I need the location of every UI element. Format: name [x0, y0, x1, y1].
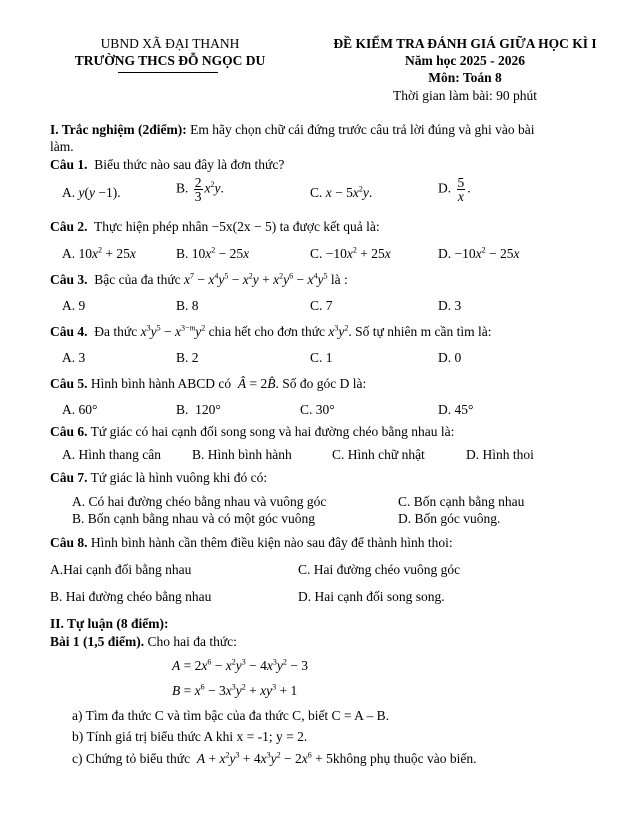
q3-option-d: D. 3	[438, 298, 462, 313]
option-letter: D.	[438, 180, 452, 196]
bai1-label: Bài 1 (1,5 điểm).	[50, 634, 145, 649]
question-1	[50, 157, 284, 173]
part2-heading: II. Tự luận (8 điểm):	[50, 616, 169, 631]
duration: Thời gian làm bài: 90 phút	[393, 88, 537, 103]
q1-option-d: D. $\frac{5}{x}$ .	[438, 175, 471, 204]
q7-option-a: A. Có hai đường chéo bằng nhau và vuông góc	[72, 494, 327, 509]
question-text: Tứ giác có hai cạnh đối song song và hai đường chéo bằng nhau là:	[90, 424, 455, 439]
part1-instruction: Em hãy chọn chữ cái đứng trước câu trả lời đúng và ghi vào bài	[186, 122, 535, 137]
bai1-part-c: c) Chứng tỏ biểu thức $A + x^2y^3 + 4x^3y^2 - 2x^6$ + 5không phụ thuộc vào biến.	[72, 750, 477, 766]
q2-option-d: D. $-10x^2 - 25x$	[438, 245, 520, 261]
option-letter: D.	[438, 402, 452, 417]
part-c-text: c) Chứng tỏ biểu thức	[72, 751, 191, 766]
question-text: Hình bình hành cần thêm điều kiện nào sau đây để thành hình thoi:	[90, 535, 453, 550]
q8-option-d: D. Hai cạnh đối song song.	[298, 589, 445, 604]
question-text: Biểu thức nào sau đây là đơn thức?	[94, 157, 285, 172]
q1-option-b: B. $\frac{2}{3}$ $x^2y$.	[176, 175, 224, 204]
option-letter: B.	[176, 402, 189, 417]
polynomial-b: $B = x^6 - 3x^3y^2 + xy^3 + 1$	[172, 682, 298, 698]
option-letter: A.	[62, 246, 76, 261]
exam-title: ĐỀ KIỂM TRA ĐÁNH GIÁ GIỮA HỌC KÌ I	[333, 36, 597, 51]
q6-option-d: D. Hình thoi	[466, 447, 534, 462]
question-label: Câu 4.	[50, 324, 88, 339]
q3-option-b: B. 8	[176, 298, 199, 313]
fraction-5-x: $\frac{5}{x}$	[457, 175, 465, 204]
subject: Môn: Toán 8	[428, 70, 502, 85]
question-label: Câu 2.	[50, 219, 88, 234]
question-label: Câu 7.	[50, 470, 88, 485]
question-2	[50, 219, 380, 235]
option-value: 60°	[78, 402, 98, 417]
q3-option-c: C. 7	[310, 298, 333, 313]
header-divider	[118, 72, 218, 73]
q5-option-d	[438, 402, 473, 418]
question-text: Đa thức	[94, 324, 138, 339]
bai1-part-b: b) Tính giá trị biểu thức A khi x = -1; y = 2.	[72, 729, 308, 744]
q5-option-c	[300, 402, 335, 418]
q2-option-b: B. $10x^2 - 25x$	[176, 245, 250, 261]
q4-option-c: C. 1	[310, 350, 333, 365]
question-text-end: . Số đo góc D là:	[275, 376, 367, 391]
part1-heading: I. Trắc nghiệm (2điểm):	[50, 122, 187, 137]
q6-option-c: C. Hình chữ nhật	[332, 447, 425, 462]
question-6	[50, 424, 454, 440]
question-7	[50, 470, 267, 486]
q2-option-a: A. $10x^2 + 25x$	[62, 245, 136, 261]
q7-option-b: B. Bốn cạnh bằng nhau và có một góc vuông	[72, 511, 315, 526]
bai1-intro	[50, 634, 237, 650]
q8-option-c: C. Hai đường chéo vuông góc	[298, 562, 461, 577]
option-letter: B.	[176, 246, 189, 261]
part-c-text-end: không phụ thuộc vào biến.	[332, 751, 477, 766]
question-label: Câu 1.	[50, 157, 88, 172]
q2-option-c: C. $-10x^2 + 25x$	[310, 245, 391, 261]
q8-option-b: B. Hai đường chéo bằng nhau	[50, 589, 212, 604]
option-letter: D.	[438, 246, 452, 261]
q7-option-d: D. Bốn góc vuông.	[398, 511, 501, 526]
option-value: 120°	[195, 402, 221, 417]
question-text: Thực hiện phép nhân −5x(2x − 5) ta được kết quả là:	[94, 219, 380, 234]
q8-option-a: A.Hai cạnh đối bằng nhau	[50, 562, 192, 577]
part1-instruction-line1	[50, 122, 535, 138]
question-4: Câu 4. Đa thức $x^3y^5 - x^{3-m}y^2$ chia hết cho đơn thức $x^3y^2$. Số tự nhiên m cần tìm là:	[50, 323, 492, 339]
school-name: TRƯỜNG THCS ĐỖ NGỌC DU	[74, 53, 266, 68]
option-letter: A.	[62, 185, 76, 200]
option-letter: C.	[310, 246, 323, 261]
q5-option-b	[176, 402, 221, 418]
question-5: Câu 5. Hình bình hành ABCD có Â = 2B̂. Số đo góc D là:	[50, 376, 367, 391]
q4-option-d: D. 0	[438, 350, 462, 365]
q6-option-b: B. Hình bình hành	[192, 447, 292, 462]
q4-option-a: A. 3	[62, 350, 86, 365]
question-text: Tứ giác là hình vuông khi đó có:	[90, 470, 268, 485]
polynomial-a: $A = 2x^6 - x^2y^3 - 4x^3y^2 - 3$	[172, 657, 308, 673]
q4-option-b: B. 2	[176, 350, 199, 365]
question-label: Câu 3.	[50, 272, 88, 287]
q3-option-a: A. 9	[62, 298, 86, 313]
q1-option-a: A. y(y −1).	[62, 185, 121, 200]
question-text-mid: chia hết cho đơn thức	[208, 324, 326, 339]
question-text: Hình bình hành ABCD có	[90, 376, 232, 391]
question-label: Câu 8.	[50, 535, 88, 550]
q1-option-c: C. $x - 5x^2y$.	[310, 184, 373, 200]
option-value: 30°	[315, 402, 335, 417]
question-label: Câu 6.	[50, 424, 88, 439]
q6-option-a: A. Hình thang cân	[62, 447, 161, 462]
question-text-end: . Số tự nhiên m cần tìm là:	[348, 324, 492, 339]
bai1-part-a: a) Tìm đa thức C và tìm bậc của đa thức C, biết C = A – B.	[72, 708, 390, 723]
part1-instruction-line2: làm.	[50, 139, 74, 154]
option-letter: C.	[300, 402, 313, 417]
option-letter: B.	[176, 180, 189, 196]
option-letter: A.	[62, 402, 76, 417]
question-3: Câu 3. Bậc của đa thức $x^7 - x^4y^5 - x^2y + x^2y^6 - x^4y^5$ là :	[50, 271, 348, 287]
bai1-text: Cho hai đa thức:	[144, 634, 237, 649]
question-text: Bậc của đa thức	[94, 272, 181, 287]
question-label: Câu 5.	[50, 376, 88, 391]
school-year: Năm học 2025 - 2026	[405, 53, 525, 68]
q7-option-c: C. Bốn cạnh bằng nhau	[398, 494, 525, 509]
q5-option-a	[62, 402, 97, 418]
fraction-2-3: $\frac{2}{3}$	[194, 175, 202, 204]
question-8	[50, 535, 453, 551]
option-letter: C.	[310, 185, 323, 200]
question-text-end: là :	[330, 272, 348, 287]
school-authority: UBND XÃ ĐẠI THANH	[100, 36, 240, 51]
option-value: 45°	[454, 402, 474, 417]
